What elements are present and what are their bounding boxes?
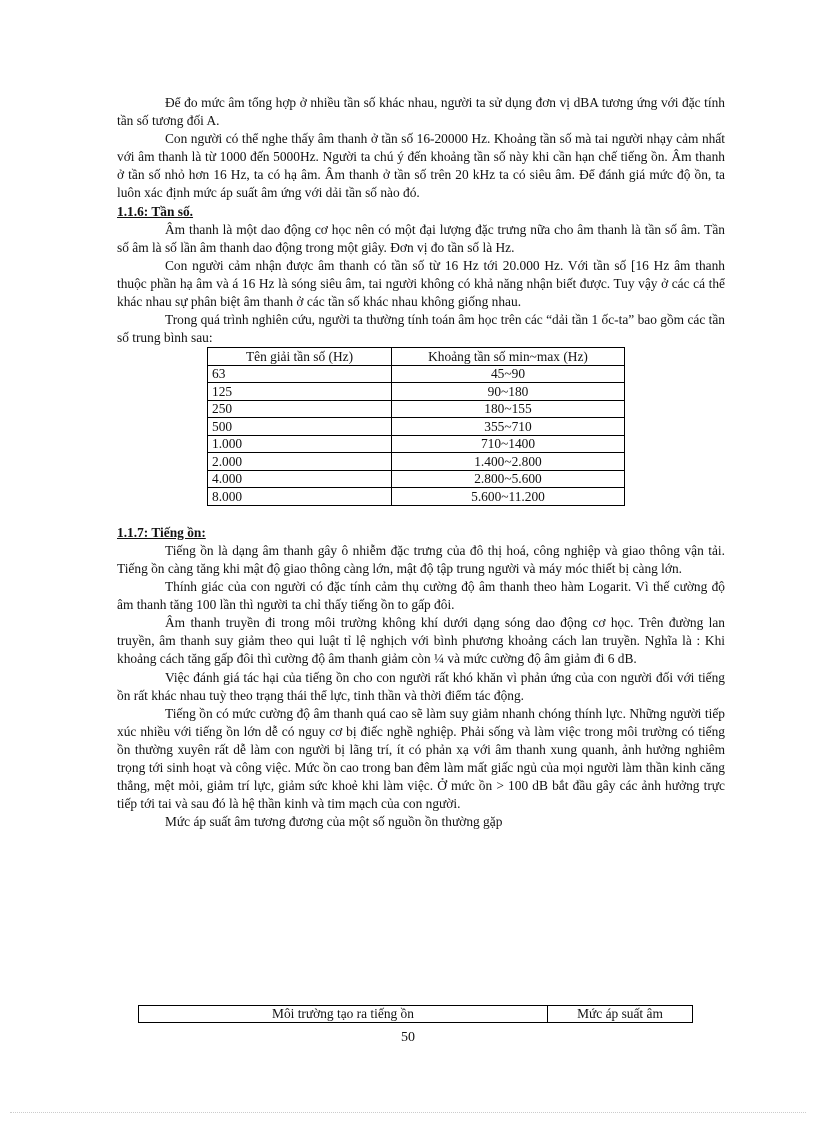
table-cell: 8.000: [208, 488, 392, 506]
table-cell: 250: [208, 400, 392, 418]
table-row: [208, 453, 625, 471]
section-116-paragraph-2: Con người cảm nhận được âm thanh có tần số từ 16 Hz tới 20.000 Hz. Với tần số [16 Hz âm thanh thuộc phần hạ âm và á 16 Hz là sóng siêu âm, tai người không có khả năng nhận biết được. Tuy vậy ở các cá thể khác nhau sự phân biệt âm thanh ở các tần số khác nhau không giống nhau.: [117, 257, 725, 310]
table-cell: 355~710: [392, 418, 625, 436]
table-row: [208, 400, 625, 418]
page-number: 50: [401, 1030, 415, 1045]
table-cell: 710~1400: [392, 435, 625, 453]
table-cell: 500: [208, 418, 392, 436]
section-117-paragraph-4: Việc đánh giá tác hại của tiếng ồn cho con người rất khó khăn vì phản ứng của con người đối với tiếng ồn rất khác nhau tuỳ theo trạng thái thể lực, tinh thần và thời điểm tác động.: [117, 669, 725, 703]
table-row: [208, 383, 625, 401]
table-cell: 2.000: [208, 453, 392, 471]
section-117-paragraph-6: Mức áp suất âm tương đương của một số nguồn ồn thường gặp: [165, 814, 503, 830]
table-cell: 4.000: [208, 470, 392, 488]
table-cell: 125: [208, 383, 392, 401]
table-cell: 1.000: [208, 435, 392, 453]
table-header-cell: Tên giải tần số (Hz): [208, 348, 392, 366]
table-header-cell: Môi trường tạo ra tiếng ồn: [139, 1006, 548, 1023]
section-116-paragraph-1: Âm thanh là một dao động cơ học nên có một đại lượng đặc trưng nữa cho âm thanh là tần số âm. Tần số âm là số lần âm thanh dao động trong một giây. Đơn vị đo tần số là Hz.: [117, 221, 725, 255]
table-header-cell: Mức áp suất âm: [548, 1006, 693, 1023]
table-cell: 2.800~5.600: [392, 470, 625, 488]
table-header-cell: Khoảng tần số min~max (Hz): [392, 348, 625, 366]
table-header-row: [139, 1006, 693, 1023]
section-117-paragraph-2: Thính giác của con người có đặc tính cảm thụ cường độ âm thanh theo hàm Logarit. Vì thế cường độ âm thanh tăng 100 lần thì người ta chỉ thấy tiếng ồn to gấp đôi.: [117, 579, 725, 613]
table-cell: 90~180: [392, 383, 625, 401]
table-row: [208, 470, 625, 488]
noise-level-table: [138, 1005, 693, 1023]
section-117-paragraph-5: Tiếng ồn có mức cường độ âm thanh quá cao sẽ làm suy giảm nhanh chóng thính lực. Những người tiếp xúc nhiều với tiếng ồn lớn dễ có nguy cơ bị điếc nghề nghiệp. Phải sống và làm việc trong môi trường có tiếng ồn thường xuyên rất dễ làm con người bị lãng trí, ít có phản xạ với âm thanh xung quanh, ảnh hưởng nghiêm trọng tới sinh hoạt và công việc. Mức ồn cao trong ban đêm làm mất giấc ngủ của mọi người làm thần kinh căng thẳng, mệt mỏi, giảm trí lực, giảm sức khoẻ khi làm việc. Ở mức ồn > 100 dB bắt đầu gây các ảnh hưởng trực tiếp tới tai và sau đó là hệ thần kinh và tim mạch của con người.: [117, 705, 725, 812]
intro-paragraph-1: Để đo mức âm tổng hợp ở nhiều tần số khác nhau, người ta sử dụng đơn vị dBA tương ứng với đặc tính tần số tương đối A.: [117, 95, 725, 129]
intro-paragraph-2: Con người có thể nghe thấy âm thanh ở tần số 16-20000 Hz. Khoảng tần số mà tai người nhạy cảm nhất với âm thanh là từ 1000 đến 5000Hz. Người ta chú ý đến khoảng tần số này khi cần hạn chế tiếng ồn. Âm thanh ở tần số nhỏ hơn 16 Hz, ta có hạ âm. Âm thanh ở tần số trên 20 kHz ta có siêu âm. Để đánh giá mức độ ồn, ta luôn xác định mức áp suất âm ứng với dải tần số nào đó.: [117, 131, 725, 201]
table-row: [208, 435, 625, 453]
section-116-paragraph-3: Trong quá trình nghiên cứu, người ta thường tính toán âm học trên các “dải tần 1 ốc-ta” bao gồm các tần số trung bình sau:: [117, 312, 725, 346]
section-117-paragraph-1: Tiếng ồn là dạng âm thanh gây ô nhiễm đặc trưng của đô thị hoá, công nghiệp và giao thông vận tải. Tiếng ồn càng tăng khi mật độ giao thông càng lớn, mật độ tập trung người và máy móc thiết bị càng lớn.: [117, 542, 725, 576]
page-border-dotted: [10, 1112, 806, 1113]
section-117-paragraph-3: Âm thanh truyền đi trong môi trường không khí dưới dạng sóng dao động cơ học. Trên đường lan truyền, âm thanh suy giảm theo qui luật tỉ lệ nghịch với bình phương khoảng cách lan truyền. Nghĩa là : Khi khoảng cách tăng gấp đôi thì cường độ âm thanh giảm còn ¼ và mức cường độ âm giảm đi 6 dB.: [117, 615, 725, 667]
table-cell: 63: [208, 365, 392, 383]
table-header-row: [208, 348, 625, 366]
table-cell: 5.600~11.200: [392, 488, 625, 506]
page-content: [117, 94, 725, 831]
table-row: [208, 418, 625, 436]
table-row: [208, 488, 625, 506]
frequency-band-table: [207, 347, 625, 506]
table-cell: 180~155: [392, 400, 625, 418]
table-cell: 45~90: [392, 365, 625, 383]
section-heading-1-1-6: 1.1.6: Tần số.: [117, 203, 194, 219]
table-cell: 1.400~2.800: [392, 453, 625, 471]
table-row: [208, 365, 625, 383]
section-heading-1-1-7: 1.1.7: Tiếng ồn:: [117, 524, 206, 540]
spacer: [117, 506, 725, 524]
